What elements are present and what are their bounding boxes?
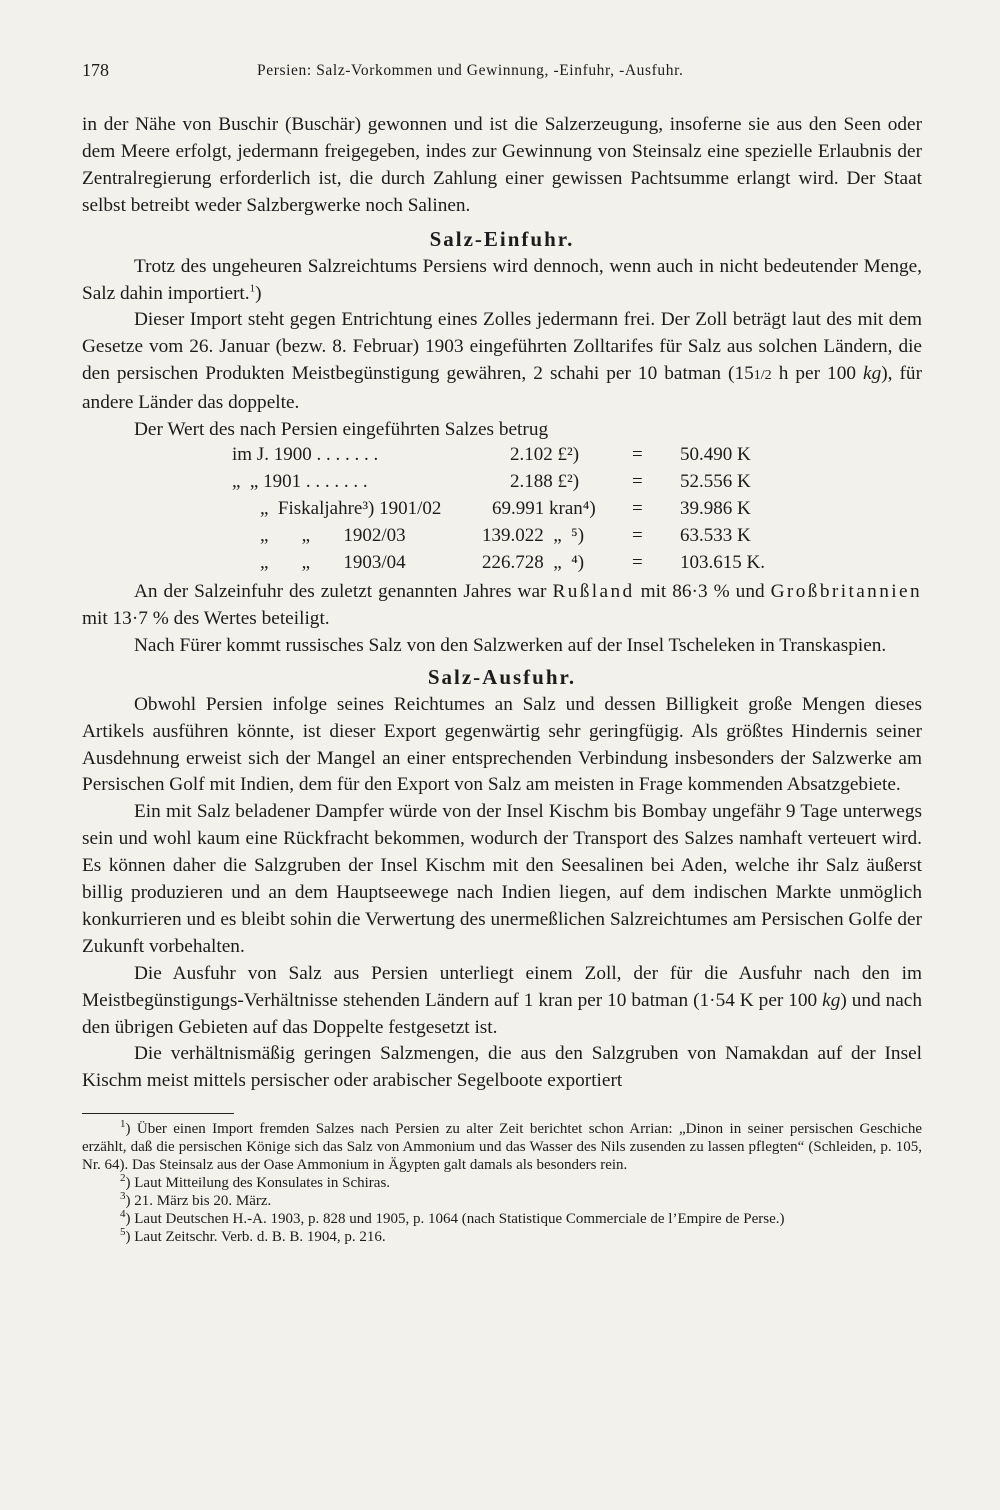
table-cell-value: 52.556 K [680,470,751,492]
footnote-text: ) Laut Mitteilung des Konsulates in Schiras. [125,1175,391,1192]
table-row [82,498,922,525]
einfuhr-p2-text-b: h per 100 [771,363,864,385]
footnote-marker: 5 [120,1226,126,1239]
footnote-text: ) Über einen Import fremden Salzes nach Persien zu alter Zeit berichtet schon Arrian: „Dinon in seiner persischen Geschiche erzählt, daß die persischen Könige sich das Salz von Ammonium und das Wasser des Nils zusenden zu lassen pflegten“ (Schleiden, p. 105, Nr. 64). Das Steinsalz aus der Oase Ammonium in Ägypten galt damals als besonders rein. [82,1121,922,1174]
einfuhr-paragraph-3: Der Wert des nach Persien eingeführten Salzes betrug [134,419,549,441]
table-cell-amount: 226.728 „ ⁴) [482,551,585,573]
footnote-marker: 4 [120,1208,126,1221]
footnote-marker: 1 [120,1118,126,1131]
country-russia: Rußland [552,580,635,602]
table-cell-value: 39.986 K [680,497,751,519]
table-cell-equals: = [632,524,643,546]
footnote-1 [82,1120,922,1174]
table-cell-value: 103.615 K. [680,551,765,573]
table-cell-amount: 2.188 £²) [510,470,580,492]
einfuhr-paragraph-1 [82,254,922,308]
ausfuhr-paragraph-1: Obwohl Persien infolge seines Reichtumes an Salz und dessen Billigkeit große Mengen dieses Artikels ausführen könnte, ist dieser Export gegenwärtig sehr geringfügig. Als größtes Hindernis seiner Ausdehnung erweist sich der Mangel an einer entsprechenden Verbindung insbesonders der Salzwerke am Persischen Golf mit Indien, dem für den Export von Salz am meisten in Frage kommenden Absatzgebiete. [82,693,922,796]
unit-kg: kg [863,363,882,385]
ausfuhr-p3-text-b: ) und nach den übrigen Gebieten auf das Doppelte festgesetzt ist. [82,989,922,1038]
einfuhr-paragraph-2 [82,307,922,417]
footnote-text: ) Laut Zeitschr. Verb. d. B. B. 1904, p. 216. [125,1229,386,1246]
table-cell-amount: 2.102 £²) [510,443,580,465]
footnote-divider [82,1113,234,1114]
einfuhr-p1-end: ) [255,282,262,304]
section-heading-einfuhr: Salz-Einfuhr. [429,226,575,251]
intro-paragraph: in der Nähe von Buschir (Buschär) gewonnen und ist die Salzerzeugung, insoferne sie aus den Seen oder dem Meere erfolgt, jedermann freigegeben, indes zur Gewinnung von Steinsalz eine spezielle Erlaubnis der Zentralregierung erforderlich ist, die durch Zahlung einer gewissen Pachtsumme erlangt wird. Der Staat selbst betreibt weder Salzbergwerke noch Salinen. [82,114,922,216]
table-cell-label: „ „ 1902/03 [260,524,406,546]
footnote-4 [82,1210,922,1228]
table-cell-label: „ „ 1903/04 [260,551,406,573]
running-header [82,60,922,90]
ausfuhr-paragraph-3 [82,961,922,1042]
einfuhr-p1-text: Trotz des ungeheuren Salzreichtums Persiens wird dennoch, wenn auch in nicht bedeutender Menge, Salz dahin importiert. [82,255,922,304]
footnote-ref: 1 [249,282,256,295]
table-cell-equals: = [632,497,643,519]
unit-kg: kg [822,989,841,1011]
table-row [82,444,922,471]
fraction: 1/2 [753,368,772,384]
table-cell-equals: = [632,443,643,465]
ausfuhr-paragraph-4: Die verhältnismäßig geringen Salzmengen, die aus den Salzgruben von Namakdan auf der Insel Kischm meist mittels persischer oder arabischer Segelboote exportiert [82,1043,922,1092]
footnote-marker: 2 [120,1172,126,1185]
table-cell-amount: 69.991 kran⁴) [492,497,596,519]
country-great-britain: Großbritannien [770,580,923,602]
footnote-2 [82,1174,922,1192]
table-row [82,525,922,552]
table-row [82,552,922,579]
einfuhr-p4-text-b: mit 86·3 % und [634,580,771,602]
table-cell-label: „ Fiskaljahre³) 1901/02 [260,497,442,519]
footnote-5 [82,1228,922,1246]
ausfuhr-paragraph-2: Ein mit Salz beladener Dampfer würde von der Insel Kischm bis Bombay ungefähr 9 Tage unterwegs sein und wohl kaum eine Rückfracht bekommen, wodurch der Transport des Salzes namhaft verteuert wird. Es können daher die Salzgruben der Insel Kischm mit den Seesalinen bei Aden, welche ihr Salz äußerst billig produzieren und an dem Hauptseewege nach Indien liegen, auf dem indischen Markte unmöglich konkurrieren und es bleibt sohin die Verwertung des unermeßlichen Salzreichtumes am Persischen Golfe der Zukunft vorbehalten. [82,801,922,957]
einfuhr-paragraph-5: Nach Fürer kommt russisches Salz von den Salzwerken auf der Insel Tscheleken in Transkaspien. [134,634,887,656]
footnote-marker: 3 [120,1190,126,1203]
page-number: 178 [82,60,109,80]
footnote-3 [82,1192,922,1210]
section-heading-ausfuhr: Salz-Ausfuhr. [427,664,577,689]
table-cell-label: „ „ 1901 . . . . . . . [232,470,368,492]
footnote-text: ) Laut Deutschen H.-A. 1903, p. 828 und 1905, p. 1064 (nach Statistique Commerciale de l’Empire de Perse.) [125,1211,785,1228]
einfuhr-p4-text-c: mit 13·7 % des Wertes beteiligt. [82,607,330,629]
einfuhr-p4-text-a: An der Salzeinfuhr des zuletzt genannten Jahres war [134,580,553,602]
table-cell-label: im J. 1900 . . . . . . . [232,443,379,465]
einfuhr-p2-text-a: Dieser Import steht gegen Entrichtung eines Zolles jedermann frei. Der Zoll beträgt laut des mit dem Gesetze vom 26. Januar (bezw. 8. Februar) 1903 eingeführten Zolltarifes für Salz aus solchen Ländern, die den persischen Produkten Meistbegünstigung gewähren, 2 schahi per 10 batman (15 [82,309,922,385]
table-row [82,471,922,498]
table-cell-amount: 139.022 „ ⁵) [482,524,585,546]
table-cell-equals: = [632,551,643,573]
import-value-table [82,444,922,579]
einfuhr-paragraph-4 [82,579,922,633]
running-title: Persien: Salz-Vorkommen und Gewinnung, -Einfuhr, -Ausfuhr. [257,62,684,79]
ausfuhr-p3-text-a: Die Ausfuhr von Salz aus Persien unterliegt einem Zoll, der für die Ausfuhr nach den im Meistbegünstigungs-Verhältnisse stehenden Ländern auf 1 kran per 10 batman (1·54 K per 100 [82,962,922,1011]
document-page [82,60,922,1246]
table-cell-equals: = [632,470,643,492]
einfuhr-p2-text-c: ), für andere Länder das doppelte. [82,363,922,414]
footnote-text: ) 21. März bis 20. März. [125,1193,272,1210]
table-cell-value: 50.490 K [680,443,751,465]
table-cell-value: 63.533 K [680,524,751,546]
